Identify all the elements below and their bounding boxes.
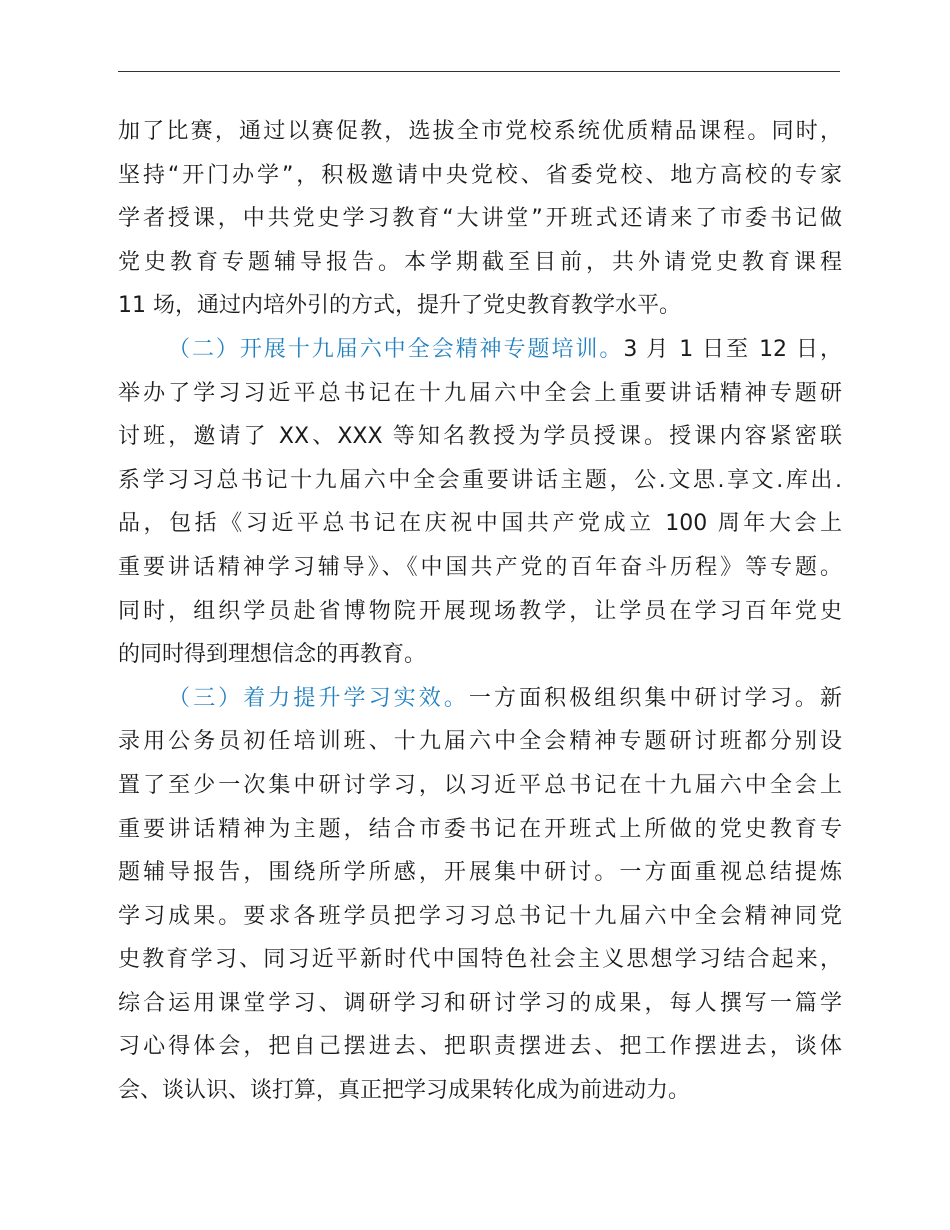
text-line: 举办了学习习近平总书记在十九届六中全会上重要讲话精神专题研 [118,380,842,406]
section-two-heading: （二）开展十九届六中全会精神专题培训。 [168,336,624,362]
section-three-heading: （三）着力提升学习实效。 [168,685,469,711]
text-line: 史教育学习、同习近平新时代中国特色社会主义思想学习结合起来， [118,947,842,973]
text-line: 学习成果。要求各班学员把学习习总书记十九届六中全会精神同党 [118,903,842,929]
text-line: 坚持“开门办学”，积极邀请中央党校、省委党校、地方高校的专家 [118,162,842,188]
text-run: 一方面积极组织集中研讨学习。新 [468,685,842,711]
section-two-first-line [118,328,842,372]
text-line: 讨班，邀请了 XX、XXX 等知名教授为学员授课。授课内容紧密联 [118,424,842,450]
document-body [118,110,842,1113]
text-line: 学者授课，中共党史学习教育“大讲堂”开班式还请来了市委书记做 [118,206,842,232]
text-line: 会、谈认识、谈打算，真正把学习成果转化成为前进动力。 [118,1078,691,1104]
text-line: 系学习习总书记十九届六中全会重要讲话主题，公.文思.享文.库出. [118,467,842,493]
text-line: 品，包括《习近平总书记在庆祝中国共产党成立 100 周年大会上 [118,511,842,537]
text-line: 加了比赛，通过以赛促教，选拔全市党校系统优质精品课程。同时， [118,119,842,144]
header-rule [118,71,840,72]
section-three-first-line [118,677,842,721]
text-line: 置了至少一次集中研讨学习，以习近平总书记在十九届六中全会上 [118,772,842,798]
text-line: 综合运用课堂学习、调研学习和研讨学习的成果，每人撰写一篇学 [118,990,842,1016]
text-line: 录用公务员初任培训班、十九届六中全会精神专题研讨班都分别设 [118,729,842,755]
text-line: 11 场，通过内培外引的方式，提升了党史教育教学水平。 [118,293,681,319]
text-line: 习心得体会，把自己摆进去、把职责摆进去、把工作摆进去，谈体 [118,1034,842,1060]
text-line: 同时，组织学员赴省博物院开展现场教学，让学员在学习百年党史 [118,598,842,624]
text-line: 重要讲话精神学习辅导》、《中国共产党的百年奋斗历程》等专题。 [118,554,842,580]
text-line: 的同时得到理想信念的再教育。 [118,642,427,668]
text-line: 题辅导报告，围绕所学所感，开展集中研讨。一方面重视总结提炼 [118,860,842,886]
text-line: 党史教育专题辅导报告。本学期截至目前，共外请党史教育课程 [118,249,842,275]
text-line: 重要讲话精神为主题，结合市委书记在开班式上所做的党史教育专 [118,816,842,842]
text-run: 3 月 1 日至 12 日， [623,336,842,362]
